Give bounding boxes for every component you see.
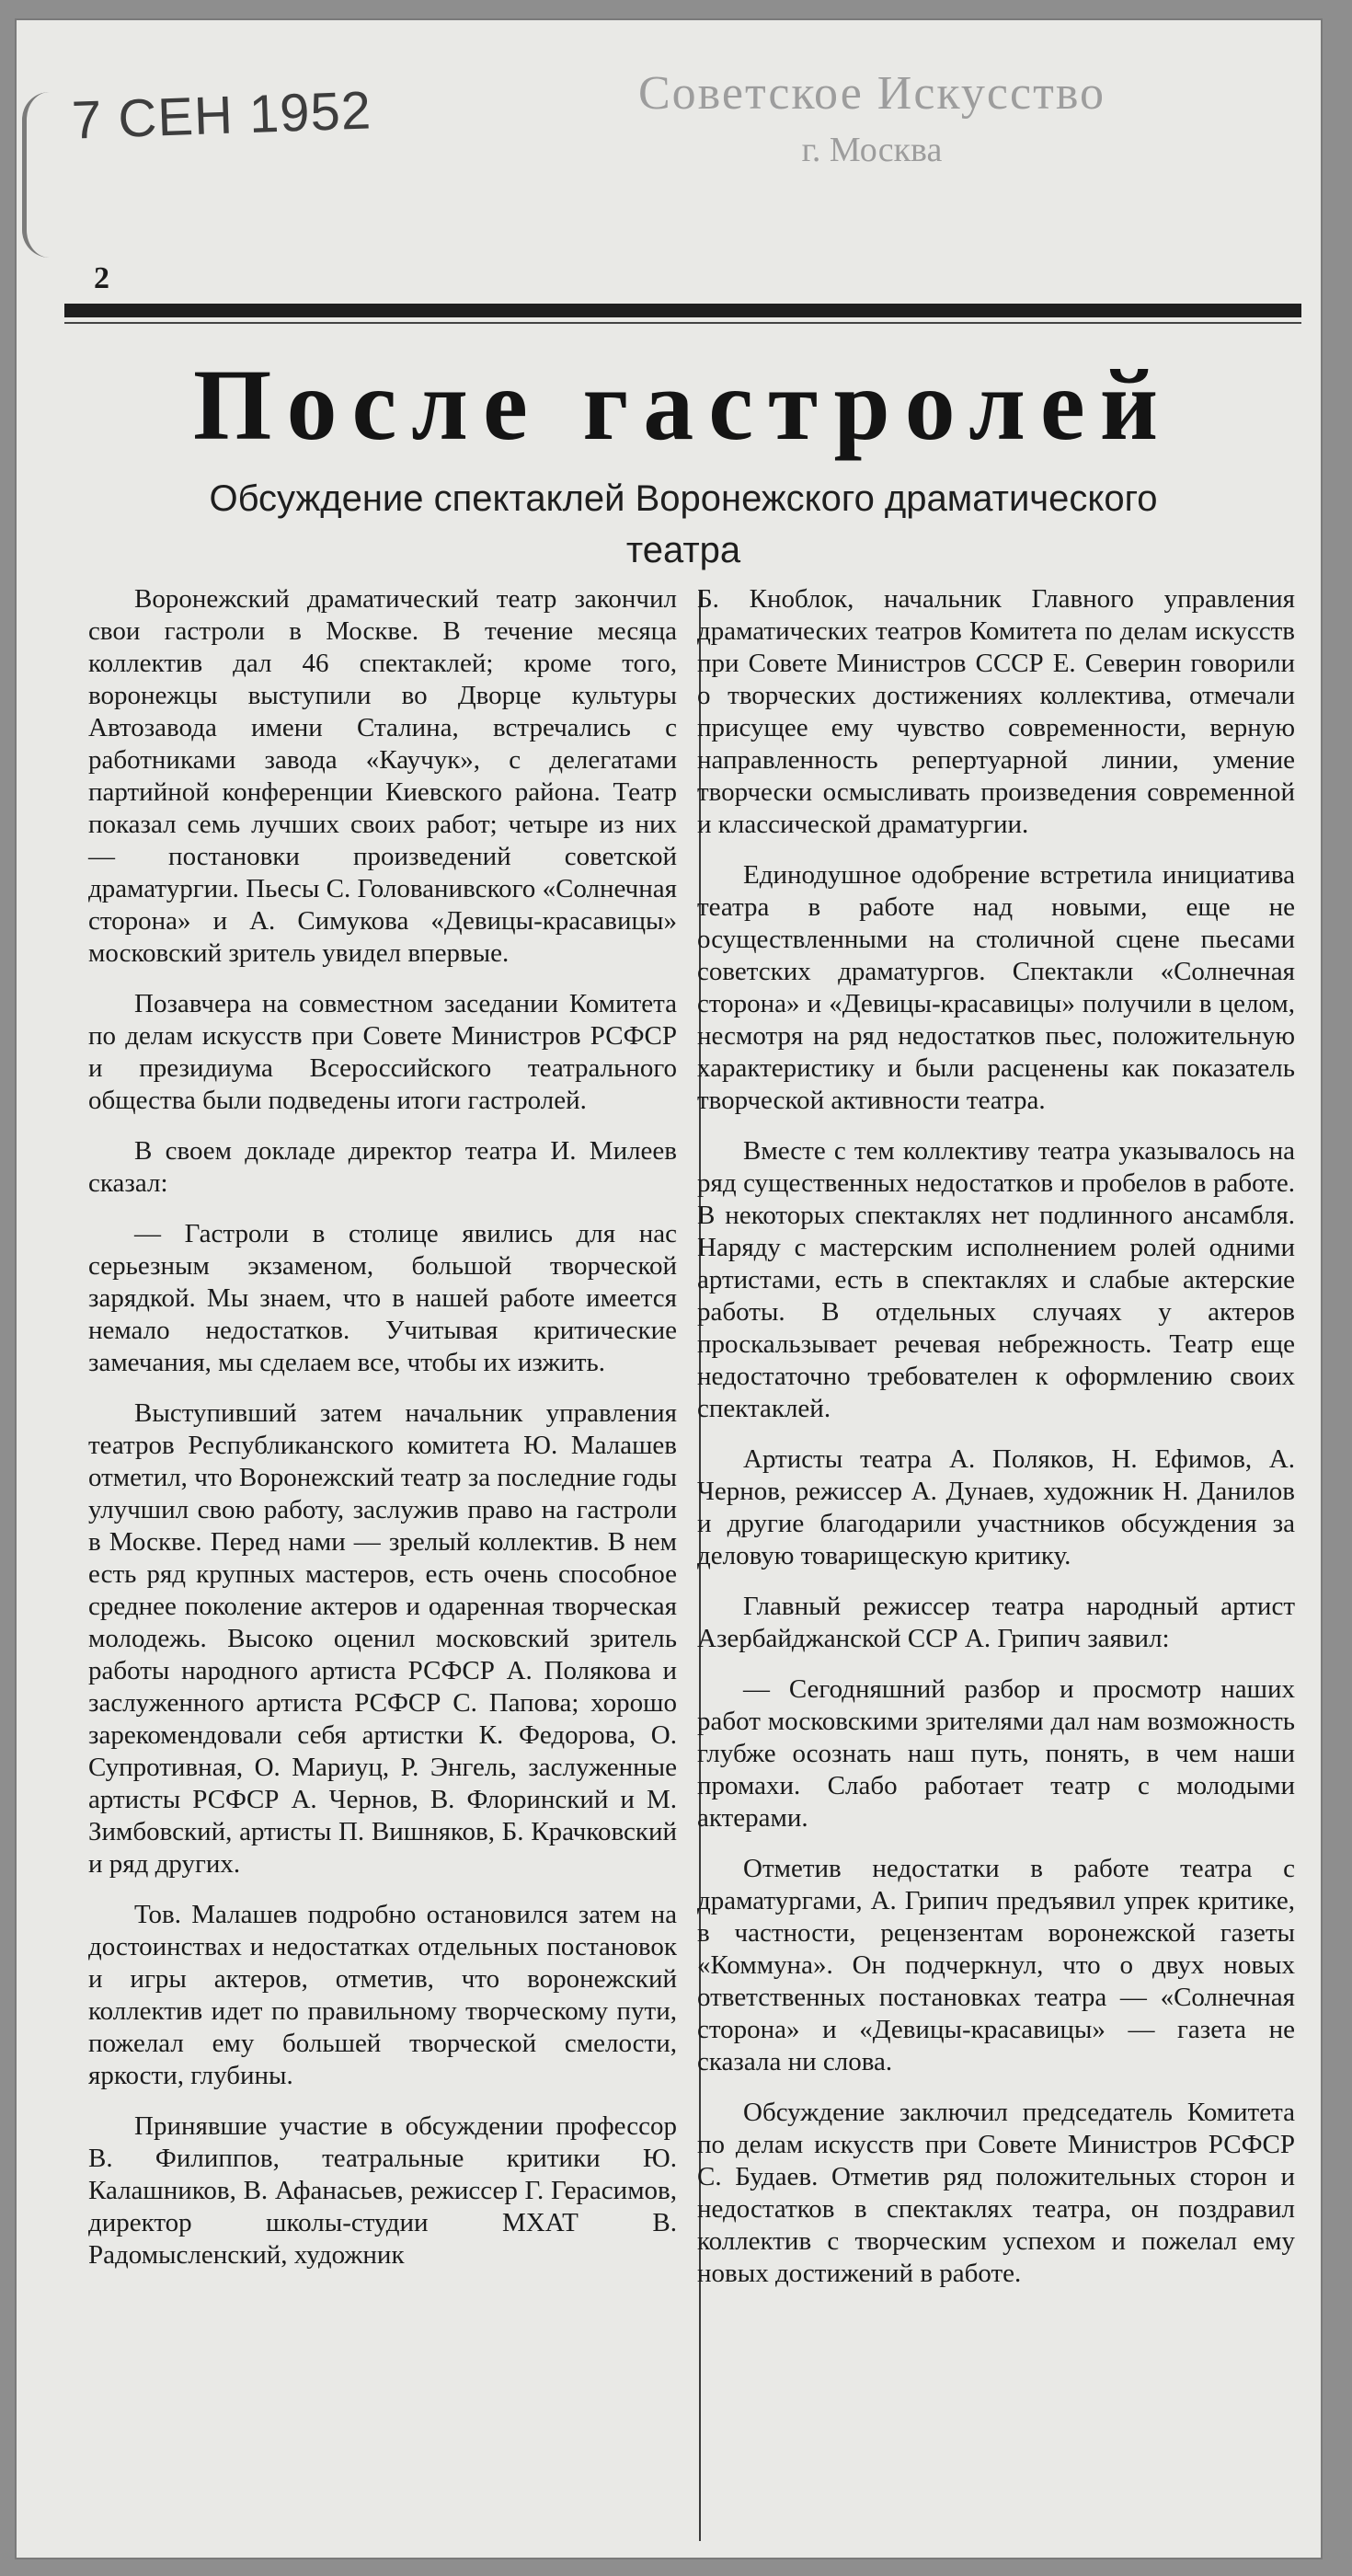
page-number: 2 [94, 261, 109, 295]
paragraph: — Сегодняшний разбор и просмотр наших работ московскими зрителями дал нам возможность глубже осознать наш путь, понять, в чем наши промахи. Слабо работает театр с молодыми актерами. [697, 1674, 1295, 1833]
article-title: После гастролей [192, 349, 1174, 461]
newspaper-clipping [17, 20, 1321, 2558]
left-column [88, 583, 677, 2290]
paragraph: Главный режиссер театра народный артист Азербайджанской ССР А. Грипич заявил: [697, 1592, 1295, 1653]
paragraph: Отметив недостатки в работе театра с драматургами, А. Грипич предъявил упрек критике, в частности, рецензентам воронежской газеты «Коммуна». Он подчеркнул, что о двух новых ответственных постановках театра — «Солнечная сторона» и «Девицы-красавицы» — газета не сказала ни слова. [697, 1854, 1295, 2076]
header-rule [64, 304, 1301, 317]
pencil-mark [22, 92, 62, 258]
paragraph: Позавчера на совместном заседании Комитета по делам искусств при Совете Министров РСФСР и президиума Всероссийского театрального общества были подведены итоги гастролей. [88, 989, 677, 1115]
right-column [697, 583, 1295, 2308]
paragraph: Обсуждение заключил председатель Комитета по делам искусств при Совете Министров РСФСР С. Будаев. Отметив ряд положительных сторон и недостатков в спектаклях театра, он поздравил коллектив с творческим успехом и пожелал ему новых достижений в работе. [697, 2098, 1295, 2288]
source-stamp [532, 66, 1212, 170]
paragraph: Тов. Малашев подробно остановился затем на достоинствах и недостатках отдельных постановок и игры актеров, отметив, что воронежский коллектив идет по правильному творческому пути, пожелал ему большей творческой смелости, яркости, глубины. [88, 1900, 677, 2090]
paragraph: Вместе с тем коллективу театра указывалось на ряд существенных недостатков и пробелов в работе. В некоторых спектаклях нет подлинного ансамбля. Наряду с мастерским исполнением ролей одними артистами, есть в спектаклях и слабые актерские работы. В отдельных случаях у актеров проскальзывает речевая небрежность. Театр еще недостаточно требователен к оформлению своих спектаклей. [697, 1136, 1295, 1423]
paragraph: Воронежский драматический театр закончил свои гастроли в Москве. В течение месяца коллектив дал 46 спектаклей; кроме того, воронежцы выступили во Дворце культуры Автозавода имени Сталина, встречались с работниками завода «Каучук», с делегатами партийной конференции Киевского района. Театр показал семь лучших своих работ; четыре из них — постановки произведений советской драматургии. Пьесы С. Голованивского «Солнечная сторона» и А. Симукова «Девицы-красавицы» московский зритель увидел впервые. [88, 584, 677, 968]
paragraph: Выступивший затем начальник управления театров Республиканского комитета Ю. Малашев отметил, что Воронежский театр за последние годы улучшил свою работу, заслужив право на гастроли в Москве. Перед нами — зрелый коллектив. В нем есть ряд крупных мастеров, есть очень способное среднее поколение актеров и одаренная творческая молодежь. Высоко оценил московский зритель работы народного артиста РСФСР А. Полякова и заслуженного артиста РСФСР С. Папова; хорошо зарекомендовали себя артистки К. Федорова, О. Супротивная, О. Мариуц, Р. Энгель, заслуженные артисты РСФСР А. Чернов, В. Флоринский и М. Зимбовский, артисты П. Вишняков, Б. Крачковский и ряд других. [88, 1398, 677, 1879]
article-subtitle: Обсуждение спектаклей Воронежского драматического театра [209, 478, 1158, 570]
paragraph: — Гастроли в столице явились для нас серьезным экзаменом, большой творческой зарядкой. Мы знаем, что в нашей работе имеется немало недостатков. Учитывая критические замечания, мы сделаем все, чтобы их изжить. [88, 1219, 677, 1377]
paragraph: Артисты театра А. Поляков, Н. Ефимов, А. Чернов, режиссер А. Дунаев, художник Н. Данилов и другие благодарили участников обсуждения за деловую товарищескую критику. [697, 1444, 1295, 1570]
source-name: Советское Искусство [637, 67, 1106, 120]
date-stamp: 7 СЕН 1952 [70, 80, 373, 151]
paragraph: Принявшие участие в обсуждении профессор В. Филиппов, театральные критики Ю. Калашников, В. Афанасьев, режиссер Г. Герасимов, директор школы-студии МХАТ В. Радомысленский, художник [88, 2111, 677, 2270]
paragraph: В своем докладе директор театра И. Милеев сказал: [88, 1136, 677, 1198]
paragraph: Б. Кноблок, начальник Главного управления драматических театров Комитета по делам искусств при Совете Министров СССР Е. Северин говорили о творческих достижениях коллектива, отмечали присущее ему чувство современности, верную направленность репертуарной линии, умение творчески осмысливать произведения современной и классической драматургии. [697, 584, 1295, 839]
paragraph: Единодушное одобрение встретила инициатива театра в работе над новыми, еще не осуществленными на столичной сцене пьесами советских драматургов. Спектакли «Солнечная сторона» и «Девицы-красавицы» получили в целом, несмотря на ряд недостатков пьес, положительную характеристику и были расценены как показатель творческой активности театра. [697, 860, 1295, 1115]
header-rule-thin [64, 322, 1301, 324]
source-city: г. Москва [801, 131, 943, 169]
